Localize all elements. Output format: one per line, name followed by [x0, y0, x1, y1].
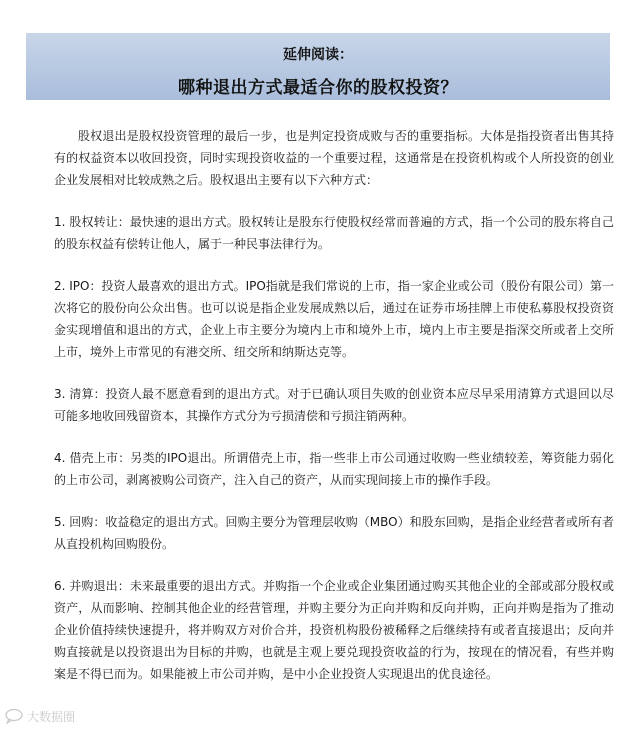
exit-method-1: 1. 股权转让：最快速的退出方式。股权转让是股东行使股权经常而普遍的方式，指一个公司的股东将自己的股东权益有偿转让他人，属于一种民事法律行为。: [54, 215, 614, 251]
article-body: [54, 125, 614, 705]
intro-paragraph: 股权退出是股权投资管理的最后一步，也是判定投资成败与否的重要指标。大体是指投资者出售其持有的权益资本以收回投资，同时实现投资收益的一个重要过程，这通常是在投资机构或个人所投资的创业企业发展相对比较成熟之后。股权退出主要有以下六种方式：: [54, 129, 614, 187]
banner-subtitle: 延伸阅读：: [283, 47, 353, 63]
title-banner: [26, 33, 610, 100]
exit-method-3: 3. 清算：投资人最不愿意看到的退出方式。对于已确认项目失败的创业资本应尽早采用清算方式退回以尽可能多地收回残留资本，其操作方式分为亏损清偿和亏损注销两种。: [54, 387, 614, 423]
watermark: [4, 706, 82, 726]
exit-method-5: 5. 回购：收益稳定的退出方式。回购主要分为管理层收购（MBO）和股东回购，是指企业经营者或所有者从直投机构回购股份。: [54, 515, 614, 551]
article-title: 哪种退出方式最适合你的股权投资？: [178, 78, 458, 98]
exit-method-2: 2. IPO：投资人最喜欢的退出方式。IPO指就是我们常说的上市，指一家企业或公司（股份有限公司）第一次将它的股份向公众出售。也可以说是指企业发展成熟以后，通过在证券市场挂牌上市使私募股权投资资金实现增值和退出的方式，企业上市主要分为境内上市和境外上市，境内上市主要是指深交所或者上交所上市，境外上市常见的有港交所、纽交所和纳斯达克等。: [54, 279, 614, 359]
exit-method-4: 4. 借壳上市：另类的IPO退出。所谓借壳上市，指一些非上市公司通过收购一些业绩较差，筹资能力弱化的上市公司，剥离被购公司资产，注入自己的资产，从而实现间接上市的操作手段。: [54, 451, 614, 487]
exit-method-6: 6. 并购退出：未来最重要的退出方式。并购指一个企业或企业集团通过购买其他企业的全部或部分股权或资产，从而影响、控制其他企业的经营管理，并购主要分为正向并购和反向并购，正向并购是指为了推动企业价值持续快速提升，将并购双方对价合并，投资机构股份被稀释之后继续持有或者直接退出；反向并购直接就是以投资退出为目标的并购，也就是主观上要兑现投资收益的行为，按现在的情况看，有些并购案是不得已而为。如果能被上市公司并购，是中小企业投资人实现退出的优良途径。: [54, 579, 614, 681]
watermark-text: 大数据圈: [27, 709, 76, 724]
speech-bubble-logo-icon: [4, 708, 24, 724]
